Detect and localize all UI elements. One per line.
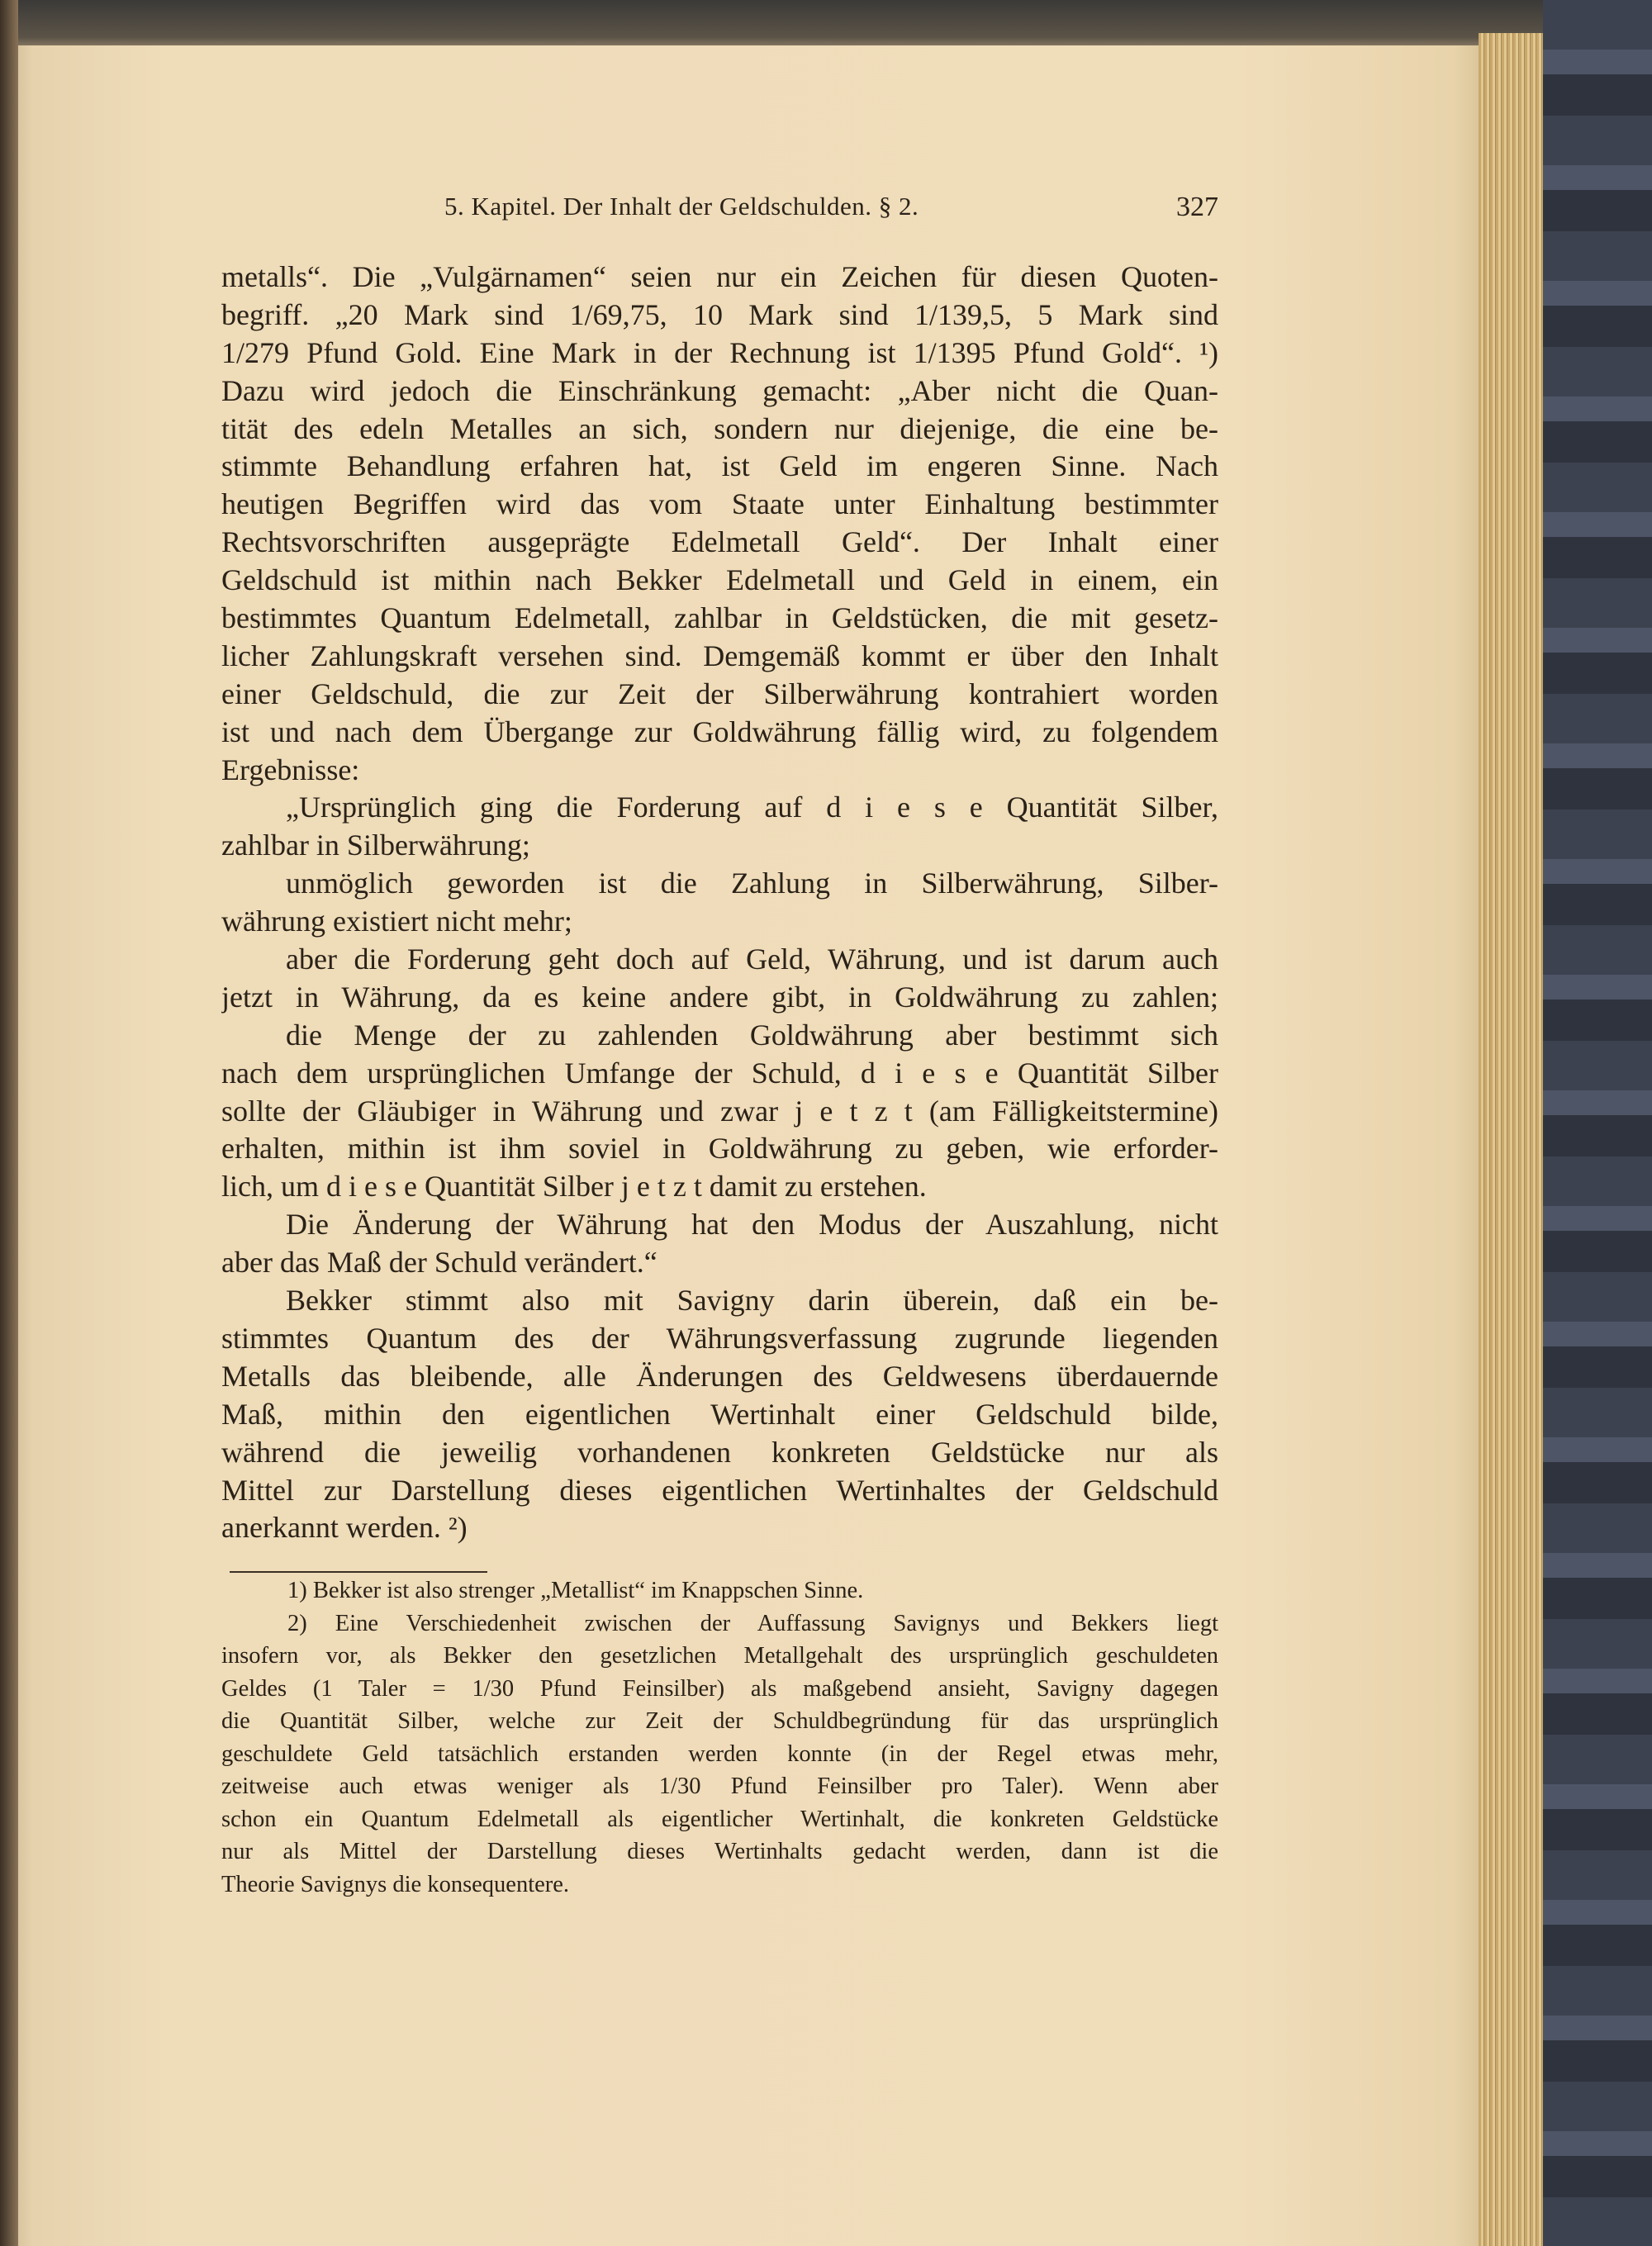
- page-edges: [1479, 33, 1545, 2246]
- footnote-line: zeitweise auch etwas weniger als 1/30 Pfund Feinsilber pro Taler). Wenn aber: [221, 1774, 1218, 1799]
- text-line: Metalls das bleibende, alle Änderungen des Geldwesens überdauernde: [221, 1359, 1218, 1393]
- text-line: Bekker stimmt also mit Savigny darin überein, daß ein be-: [286, 1284, 1218, 1318]
- footnote-line: Geldes (1 Taler = 1/30 Pfund Feinsilber) als maßgebend ansieht, Savigny dagegen: [221, 1675, 1218, 1702]
- footnotes: [221, 1574, 1218, 1901]
- book-gutter: [0, 0, 18, 2246]
- text-line: Dazu wird jedoch die Einschränkung gemacht: „Aber nicht die Quan-: [221, 373, 1218, 407]
- footnote-line: schon ein Quantum Edelmetall als eigentlicher Wertinhalt, die konkreten Geldstücke: [221, 1806, 1218, 1832]
- book-cover: [1543, 0, 1652, 2246]
- text-line: begriff. „20 Mark sind 1/69,75, 10 Mark sind 1/139,5, 5 Mark sind: [221, 297, 1218, 331]
- footnote-line: nur als Mittel der Darstellung dieses Wertinhalts gedacht werden, dann ist die: [221, 1839, 1218, 1864]
- text-line: tität des edeln Metalles an sich, sondern nur diejenige, die eine be-: [221, 411, 1218, 445]
- text-line: Die Änderung der Währung hat den Modus der Auszahlung, nicht: [286, 1208, 1218, 1242]
- text-line: Ergebnisse:: [221, 753, 360, 786]
- text-line: die Menge der zu zahlenden Goldwährung aber bestimmt sich: [286, 1018, 1218, 1052]
- running-header: [221, 192, 1218, 228]
- text-line: „Ursprünglich ging die Forderung auf d i e s e Quantität Silber,: [286, 791, 1218, 824]
- footnote-line: 2) Eine Verschiedenheit zwischen der Auffassung Savignys und Bekkers liegt: [287, 1610, 1218, 1636]
- footnote-rule: [230, 1571, 487, 1573]
- text-line: erhalten, mithin ist ihm soviel in Goldwährung zu geben, wie erforder-: [221, 1132, 1218, 1166]
- text-line: ist und nach dem Übergange zur Goldwährung fällig wird, zu folgendem: [221, 715, 1218, 748]
- text-line: lich, um d i e s e Quantität Silber j e t z t damit zu erstehen.: [221, 1170, 927, 1204]
- text-line: Mittel zur Darstellung dieses eigentlichen Wertinhaltes der Geldschuld: [221, 1473, 1218, 1507]
- running-title: 5. Kapitel. Der Inhalt der Geldschulden. § 2.: [444, 192, 919, 221]
- text-line: heutigen Begriffen wird das vom Staate unter Einhaltung bestimmter: [221, 487, 1218, 521]
- text-line: während die jeweilig vorhandenen konkreten Geldstücke nur als: [221, 1435, 1218, 1469]
- text-line: 1/279 Pfund Gold. Eine Mark in der Rechnung ist 1/1395 Pfund Gold“. ¹): [221, 335, 1218, 369]
- footnote-line: insofern vor, als Bekker den gesetzlichen Metallgehalt des ursprünglich geschuldeten: [221, 1643, 1218, 1669]
- footnote-line: die Quantität Silber, welche zur Zeit der Schuldbegründung für das ursprünglich: [221, 1708, 1218, 1734]
- footnote-line: 1) Bekker ist also strenger „Metallist“ im Knappschen Sinne.: [287, 1578, 864, 1603]
- text-line: zahlbar in Silberwährung;: [221, 829, 530, 862]
- page-number: 327: [1176, 192, 1218, 222]
- text-line: nach dem ursprünglichen Umfange der Schuld, d i e s e Quantität Silber: [221, 1056, 1218, 1090]
- text-line: bestimmtes Quantum Edelmetall, zahlbar in Geldstücken, die mit gesetz-: [221, 601, 1218, 635]
- text-line: stimmtes Quantum des der Währungsverfassung zugrunde liegenden: [221, 1321, 1218, 1355]
- text-line: jetzt in Währung, da es keine andere gibt, in Goldwährung zu zahlen;: [221, 980, 1218, 1014]
- text-line: unmöglich geworden ist die Zahlung in Silberwährung, Silber-: [286, 867, 1218, 900]
- text-line: aber die Forderung geht doch auf Geld, Währung, und ist darum auch: [286, 943, 1218, 976]
- text-line: licher Zahlungskraft versehen sind. Demgemäß kommt er über den Inhalt: [221, 639, 1218, 672]
- text-line: Geldschuld ist mithin nach Bekker Edelmetall und Geld in einem, ein: [221, 563, 1218, 597]
- text-line: einer Geldschuld, die zur Zeit der Silberwährung kontrahiert worden: [221, 677, 1218, 710]
- text-line: Maß, mithin den eigentlichen Wertinhalt einer Geldschuld bilde,: [221, 1397, 1218, 1431]
- text-line: aber das Maß der Schuld verändert.“: [221, 1246, 657, 1280]
- text-line: metalls“. Die „Vulgärnamen“ seien nur ein Zeichen für diesen Quoten-: [221, 260, 1218, 293]
- text-line: Rechtsvorschriften ausgeprägte Edelmetall Geld“. Der Inhalt einer: [221, 525, 1218, 559]
- body-text: [221, 259, 1218, 1547]
- text-line: währung existiert nicht mehr;: [221, 905, 572, 938]
- footnote-line: geschuldete Geld tatsächlich erstanden werden konnte (in der Regel etwas mehr,: [221, 1740, 1218, 1767]
- text-line: stimmte Behandlung erfahren hat, ist Geld im engeren Sinne. Nach: [221, 449, 1218, 483]
- footnote-line: Theorie Savignys die konsequentere.: [221, 1871, 570, 1897]
- text-line: sollte der Gläubiger in Währung und zwar j e t z t (am Fälligkeitstermine): [221, 1094, 1218, 1128]
- text-line: anerkannt werden. ²): [221, 1511, 468, 1545]
